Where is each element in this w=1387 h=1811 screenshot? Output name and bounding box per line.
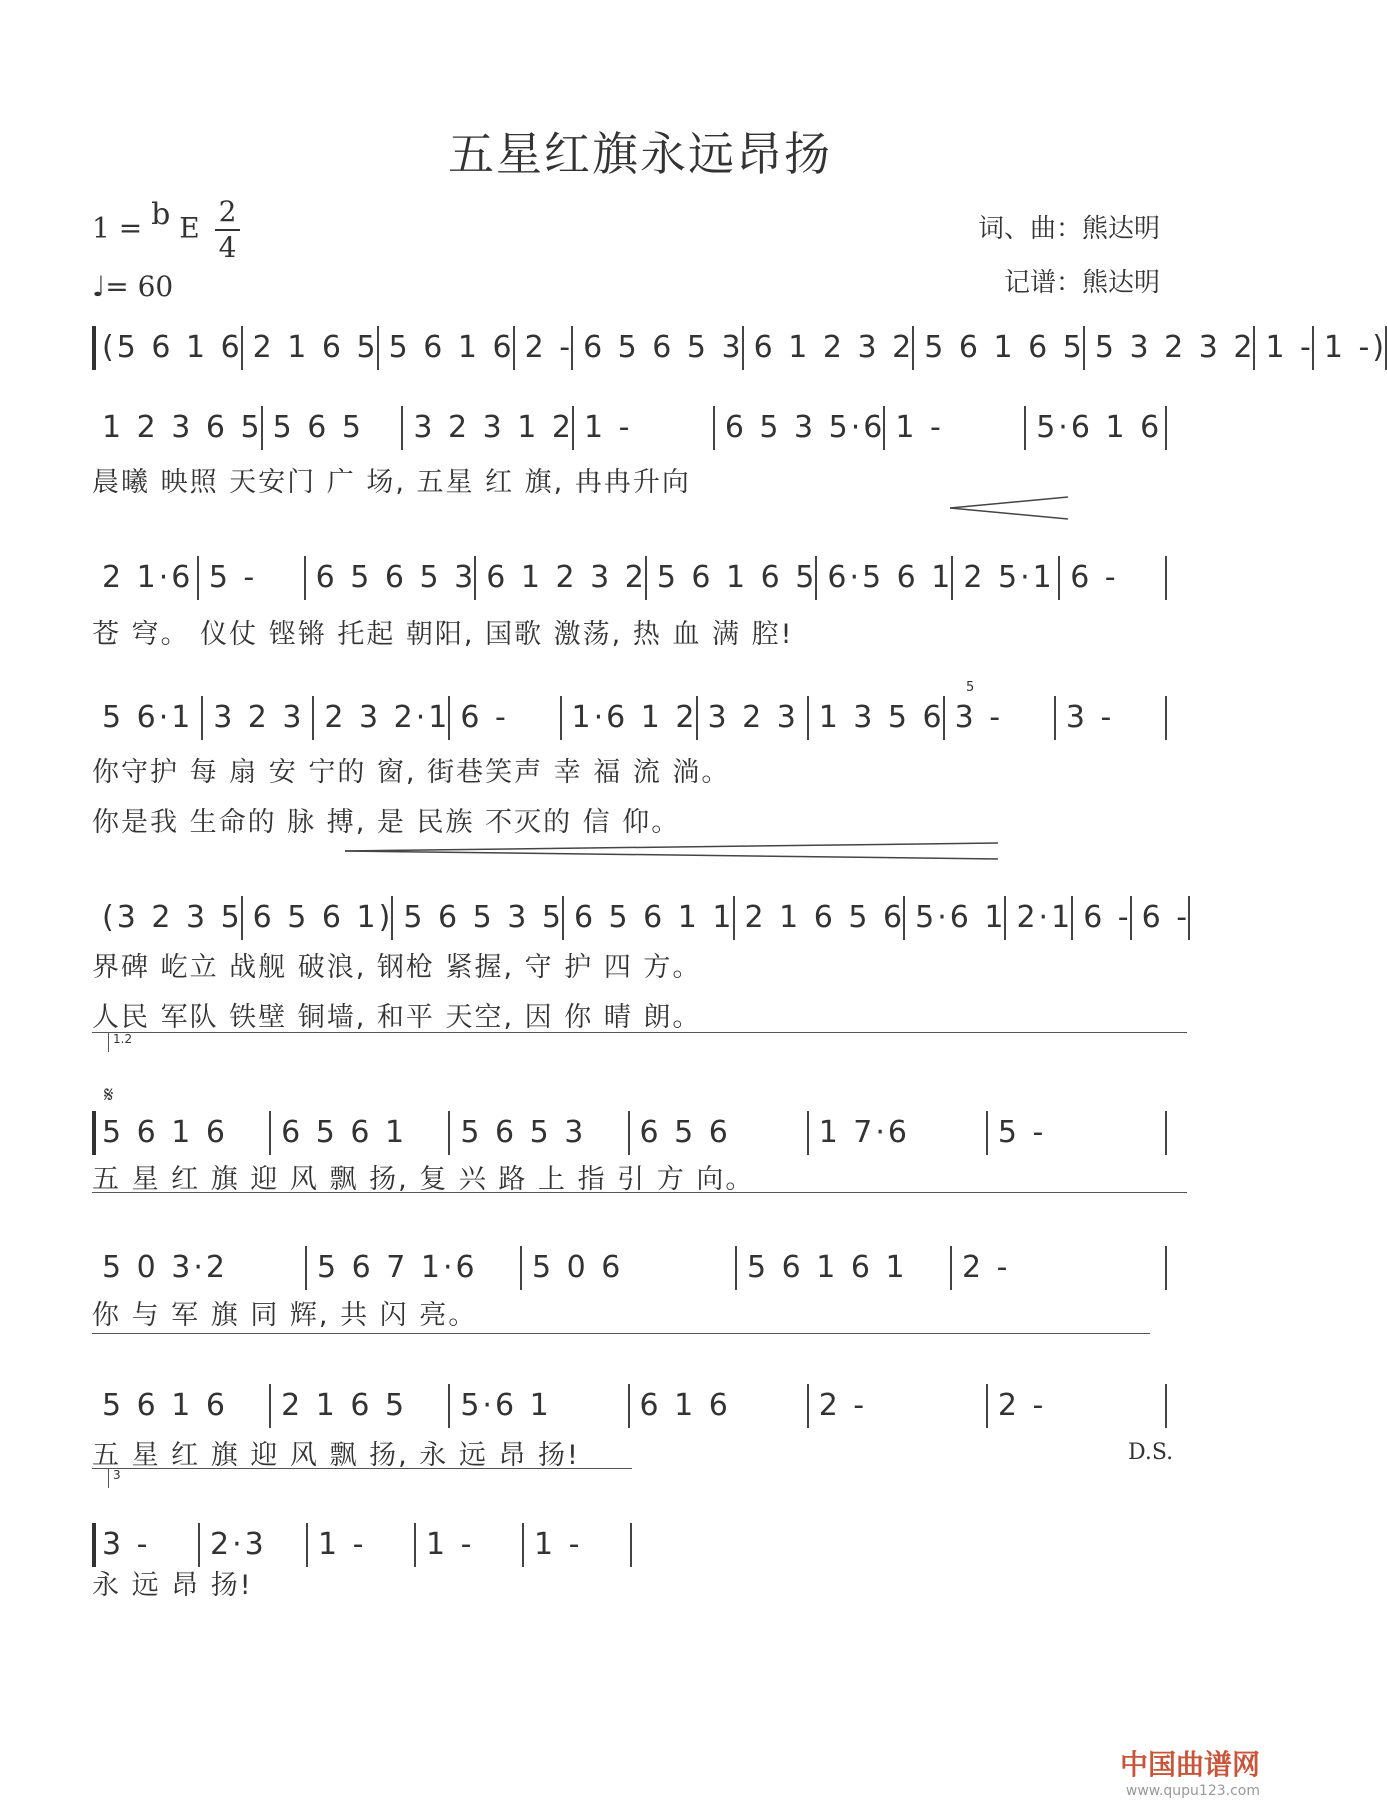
measure: 2 1 6 5	[271, 1388, 450, 1423]
credit-notation: 记谱：熊达明	[1003, 268, 1160, 298]
measure: 5 -	[199, 560, 306, 595]
score-row-6	[92, 1110, 1167, 1150]
lyric-line: 五 星 红 旗 迎 风 飘 扬, 复 兴 路 上 指 引 方 向。	[92, 1164, 755, 1195]
measure: 2·1	[1006, 900, 1073, 935]
section-divider	[92, 1333, 1150, 1334]
lyric-line: 界碑 屹立 战舰 破浪, 钢枪 紧握, 守 护 四 方。	[92, 952, 702, 983]
measure: 6 1 2 3 2	[476, 560, 647, 595]
measure: 2 1·6	[92, 560, 199, 595]
measure: 1 3 5 6	[809, 700, 945, 735]
measure: 3 -	[92, 1527, 200, 1562]
measure: 1 -	[885, 410, 1026, 445]
score-row-4	[92, 695, 1167, 735]
measure: 1 -)	[1314, 330, 1387, 365]
volta-bracket-line	[92, 1032, 1187, 1033]
measure: 2·3	[200, 1527, 308, 1562]
measure: 5 6 7 1·6	[307, 1250, 522, 1285]
key-prefix: 1 =	[92, 211, 143, 245]
lyric-line: 晨曦 映照 天安门 广 场, 五星 红 旗, 冉冉升向	[92, 467, 691, 498]
measure: 6 -	[1132, 900, 1190, 935]
lyric-line: 苍 穹。 仪仗 铿锵 托起 朝阳, 国歌 激荡, 热 血 满 腔!	[92, 619, 794, 650]
measure: 5 3 2 3 2	[1085, 330, 1256, 365]
score-row-2	[92, 405, 1167, 445]
site-watermark	[1120, 1743, 1260, 1799]
measure: 5 6 1 6	[92, 1388, 271, 1423]
measure: 6 -	[450, 700, 561, 735]
crescendo-hairpin	[345, 842, 1000, 860]
measure: 6 -	[1060, 560, 1167, 595]
measure: 5 6·1	[92, 700, 203, 735]
measure: 5 6 5 3	[450, 1115, 629, 1150]
measure: 3 2 3	[203, 700, 314, 735]
measure: 5 0 6	[522, 1250, 737, 1285]
measure: 6 1 6	[630, 1388, 809, 1423]
decrescendo-hairpin	[950, 495, 1070, 521]
measure: 2 -	[809, 1388, 988, 1423]
measure: 1 7·6	[809, 1115, 988, 1150]
measure: 5 6 5	[263, 410, 404, 445]
measure: 6 5 6 1	[271, 1115, 450, 1150]
credit-lyrics-music: 词、曲：熊达明	[977, 214, 1160, 244]
lyric-line: 永 远 昂 扬!	[92, 1570, 253, 1601]
time-numerator: 2	[215, 195, 241, 231]
score-row-9	[92, 1522, 632, 1562]
measure: 2 3 2·1	[314, 700, 450, 735]
measure: 3 2 3 1 2	[403, 410, 574, 445]
dal-segno: D.S.	[1128, 1440, 1174, 1465]
score-row-3	[92, 555, 1167, 595]
key-note: E	[179, 211, 200, 245]
measure: 5·6 1	[905, 900, 1006, 935]
measure: 5 6 5 3 5	[393, 900, 564, 935]
measure: 2 5·1	[953, 560, 1060, 595]
measure: 6 5 6	[630, 1115, 809, 1150]
lyric-line: 你 与 军 旗 同 辉, 共 闪 亮。	[92, 1300, 478, 1331]
lyric-line: 你是我 生命的 脉 搏, 是 民族 不灭的 信 仰。	[92, 807, 681, 838]
measure: 3 2 3	[698, 700, 809, 735]
measure: 1·6 1 2	[562, 700, 698, 735]
measure: 2 -	[515, 330, 573, 365]
score-title: 五星红旗永远昂扬	[448, 127, 832, 181]
measure: 6 5 3 5·6	[715, 410, 886, 445]
measure: 2 -	[952, 1250, 1167, 1285]
score-row-1	[92, 325, 1387, 365]
measure: 5 6 1 6 1	[737, 1250, 952, 1285]
segno-icon: 𝄋	[104, 1083, 114, 1108]
section-divider	[92, 1192, 1187, 1193]
flat-sign: b	[151, 196, 171, 232]
measure: 5 6 1 6	[379, 330, 515, 365]
score-row-7	[92, 1245, 1167, 1285]
time-signature	[215, 195, 241, 265]
measure: 5 -	[988, 1115, 1167, 1150]
measure: 2 1 6 5	[243, 330, 379, 365]
measure: 1 -	[1255, 330, 1313, 365]
measure: 6 5 6 1 1	[564, 900, 735, 935]
measure: (5 6 1 6	[92, 330, 243, 365]
measure: 3 -	[945, 700, 1056, 735]
measure: 6 5 6 1)	[243, 900, 394, 935]
key-signature	[92, 195, 240, 265]
measure: 1 -	[524, 1527, 632, 1562]
measure: 6 -	[1073, 900, 1131, 935]
measure: 5 6 1 6	[92, 1115, 271, 1150]
lyric-line: 你守护 每 扇 安 宁的 窗, 街巷笑声 幸 福 流 淌。	[92, 757, 731, 788]
measure: 6 1 2 3 2	[744, 330, 915, 365]
score-row-8	[92, 1383, 1167, 1423]
lyric-line: 五 星 红 旗 迎 风 飘 扬, 永 远 昂 扬!	[92, 1440, 580, 1471]
measure: 1 2 3 6 5	[92, 410, 263, 445]
measure: (3 2 3 5	[92, 900, 243, 935]
volta-1-2: 1.2	[108, 1032, 132, 1052]
lyric-line: 人民 军队 铁壁 铜墙, 和平 天空, 因 你 晴 朗。	[92, 1002, 702, 1033]
measure: 1 -	[416, 1527, 524, 1562]
time-denominator: 4	[218, 231, 237, 264]
watermark-url: www.qupu123.com	[1125, 1783, 1260, 1799]
volta-3: 3	[108, 1468, 121, 1488]
fingering-marker: 5	[966, 680, 975, 695]
measure: 5 6 1 6 5	[647, 560, 818, 595]
measure: 5·6 1 6	[1026, 410, 1167, 445]
measure: 6·5 6 1	[817, 560, 953, 595]
volta-bracket-line	[92, 1468, 632, 1469]
measure: 6 5 6 5 3	[573, 330, 744, 365]
tempo-marking: ♩= 60	[92, 270, 174, 303]
measure: 1 -	[574, 410, 715, 445]
measure: 2 -	[988, 1388, 1167, 1423]
measure: 6 5 6 5 3	[306, 560, 477, 595]
measure: 5 6 1 6 5	[914, 330, 1085, 365]
measure: 2 1 6 5 6	[735, 900, 906, 935]
measure: 1 -	[308, 1527, 416, 1562]
measure: 5·6 1	[450, 1388, 629, 1423]
measure: 3 -	[1056, 700, 1167, 735]
score-row-5	[92, 895, 1191, 935]
watermark-brand: 中国曲谱网	[1119, 1748, 1260, 1781]
measure: 5 0 3·2	[92, 1250, 307, 1285]
